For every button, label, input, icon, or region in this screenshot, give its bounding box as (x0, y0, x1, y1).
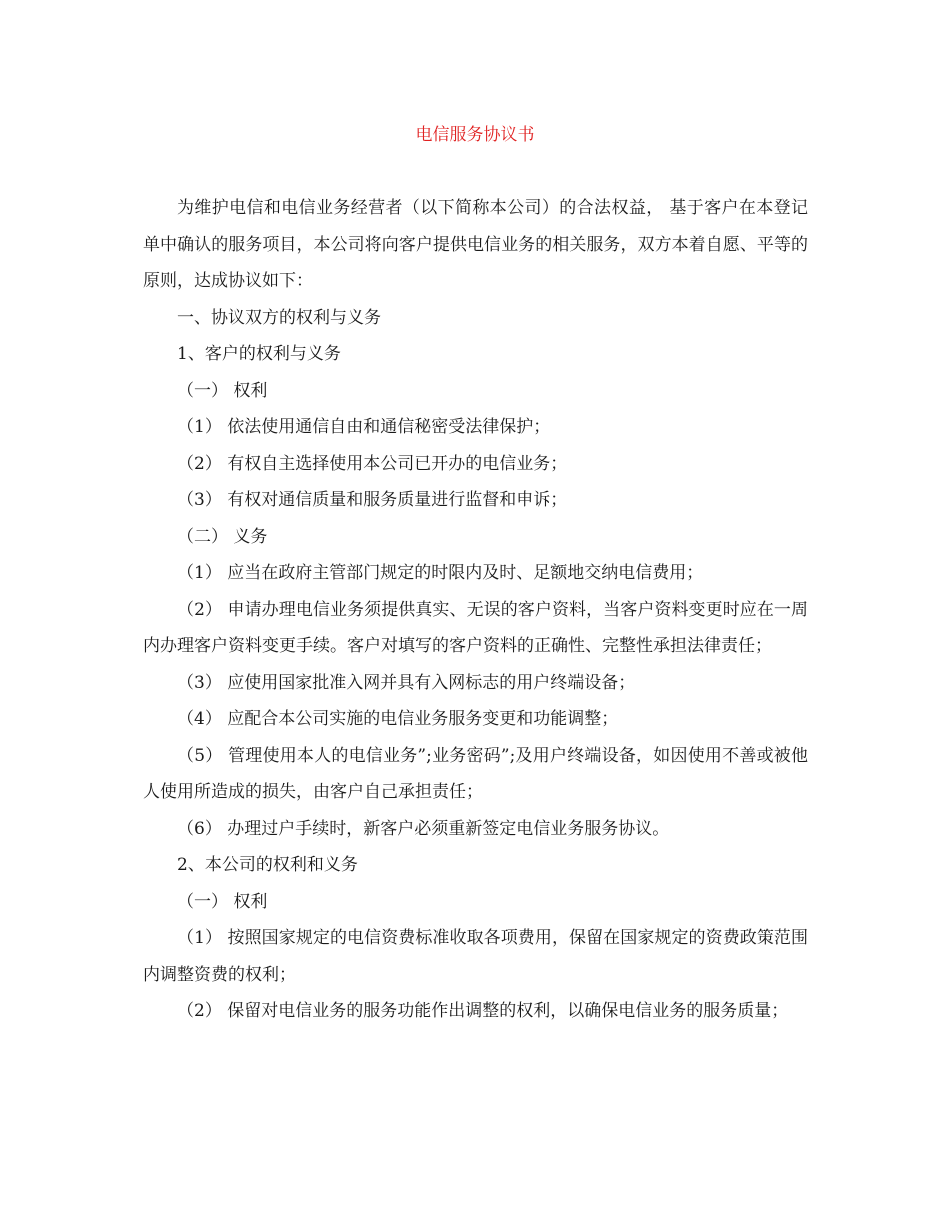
subsection-heading: 1、客户的权利与义务 (177, 344, 341, 364)
clause-item: （2） 申请办理电信业务须提供真实、无误的客户资料，当客户资料变更时应在一周内办理客户资料变更手续。客户对填写的客户资料的正确性、完整性承担法律责任； (143, 599, 808, 656)
document-body (143, 190, 808, 1030)
clause-item: （2） 保留对电信业务的服务功能作出调整的权利，以确保电信业务的服务质量； (177, 1001, 789, 1021)
clause-heading: （一） 权利 (177, 891, 268, 912)
clause-heading: （二） 义务 (177, 526, 268, 547)
clause-item: （1） 应当在政府主管部门规定的时限内及时、足额地交纳电信费用； (177, 563, 704, 583)
clause-item: （6） 办理过户手续时，新客户必须重新签定电信业务服务协议。 (177, 818, 670, 839)
clause-item: （3） 应使用国家批准入网并具有入网标志的用户终端设备； (177, 672, 636, 693)
clause-item: （2） 有权自主选择使用本公司已开办的电信业务； (177, 453, 568, 474)
section-heading: 一、协议双方的权利与义务 (177, 307, 381, 328)
clause-heading: （一） 权利 (177, 380, 268, 401)
clause-item: （1） 按照国家规定的电信资费标准收取各项费用，保留在国家规定的资费政策范围内调整资费的权利； (143, 928, 808, 985)
clause-item: （5） 管理使用本人的电信业务”;业务密码”;及用户终端设备，如因使用不善或被他人使用所造成的损失，由客户自己承担责任； (143, 745, 808, 802)
paragraph: 为维护电信和电信业务经营者（以下简称本公司）的合法权益， 基于客户在本登记单中确认的服务项目，本公司将向客户提供电信业务的相关服务，双方本着自愿、平等的原则，达成协议如下： (143, 198, 808, 291)
document-title: 电信服务协议书 (415, 125, 535, 145)
clause-item: （4） 应配合本公司实施的电信业务服务变更和功能调整； (177, 709, 619, 729)
clause-item: （1） 依法使用通信自由和通信秘密受法律保护； (177, 417, 551, 437)
clause-item: （3） 有权对通信质量和服务质量进行监督和申诉； (177, 490, 568, 510)
subsection-heading: 2、本公司的权利和义务 (177, 855, 358, 875)
